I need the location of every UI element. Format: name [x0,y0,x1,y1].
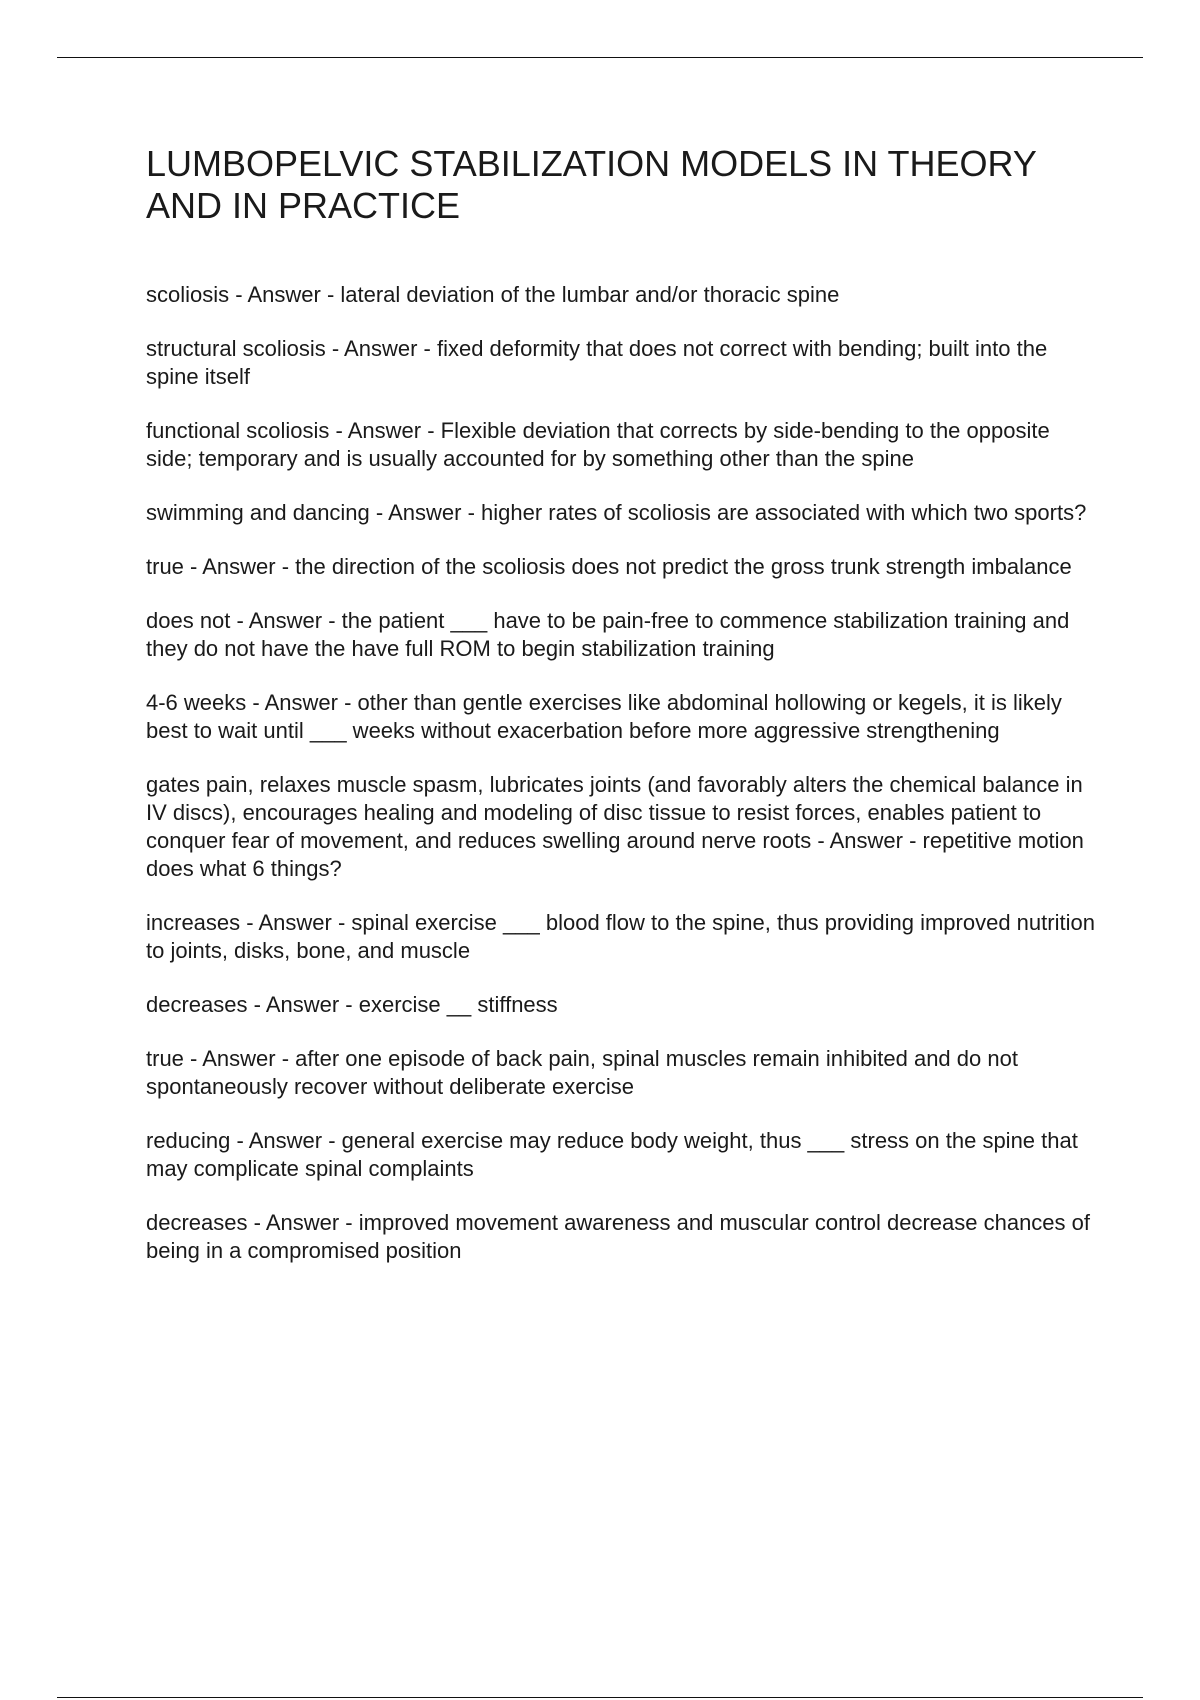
flashcard-entry: gates pain, relaxes muscle spasm, lubricates joints (and favorably alters the chemical balance in IV discs), encourages healing and modeling of disc tissue to resist forces, enables patient to conquer fear of movement, and reduces swelling around nerve roots - Answer - repetitive motion does what 6 things? [146,772,1084,881]
flashcard-entry: 4-6 weeks - Answer - other than gentle exercises like abdominal hollowing or kegels, it is likely best to wait until ___ weeks without exacerbation before more aggressive strengthening [146,690,1062,743]
flashcard-entry: reducing - Answer - general exercise may reduce body weight, thus ___ stress on the spine that may complicate spinal complaints [146,1128,1078,1181]
flashcard-entry: scoliosis - Answer - lateral deviation of the lumbar and/or thoracic spine [146,282,840,307]
top-divider [57,57,1143,58]
flashcard-entry: functional scoliosis - Answer - Flexible deviation that corrects by side-bending to the opposite side; temporary and is usually accounted for by something other than the spine [146,418,1050,471]
flashcard-entry: true - Answer - after one episode of back pain, spinal muscles remain inhibited and do not spontaneously recover without deliberate exercise [146,1046,1018,1099]
page-title: LUMBOPELVIC STABILIZATION MODELS IN THEORY AND IN PRACTICE [146,143,1037,226]
flashcard-entry: decreases - Answer - improved movement awareness and muscular control decrease chances of being in a compromised position [146,1210,1091,1263]
bottom-divider [57,1697,1143,1698]
flashcard-entry: decreases - Answer - exercise __ stiffness [146,992,558,1017]
flashcard-entry: true - Answer - the direction of the scoliosis does not predict the gross trunk strength imbalance [146,554,1072,579]
flashcard-entry: does not - Answer - the patient ___ have to be pain-free to commence stabilization training and they do not have the have full ROM to begin stabilization training [146,608,1070,661]
flashcard-entry: increases - Answer - spinal exercise ___ blood flow to the spine, thus providing improved nutrition to joints, disks, bone, and muscle [146,910,1095,963]
flashcard-entry: structural scoliosis - Answer - fixed deformity that does not correct with bending; built into the spine itself [146,336,1048,389]
document-body [146,143,1096,1291]
flashcard-entry: swimming and dancing - Answer - higher rates of scoliosis are associated with which two sports? [146,500,1087,525]
